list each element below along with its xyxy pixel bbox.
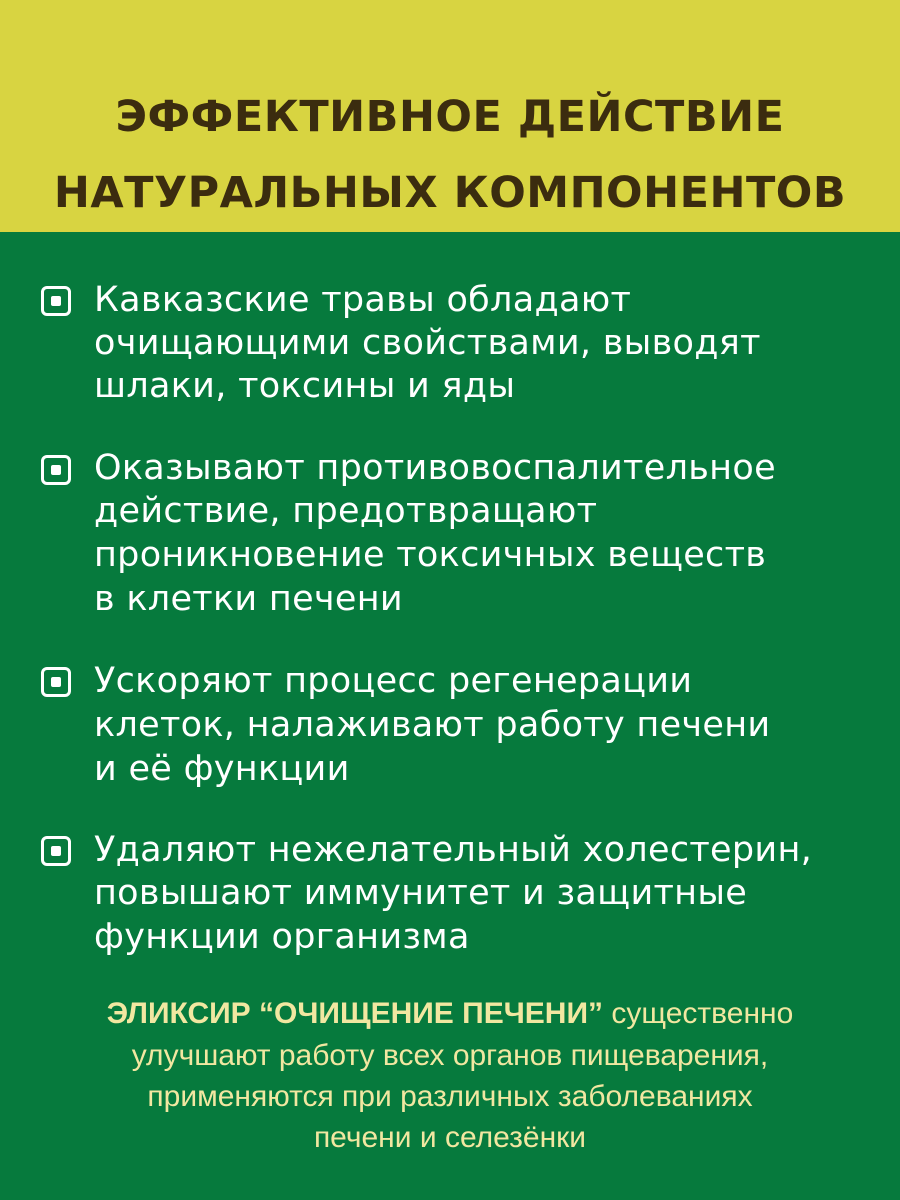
benefit-3-line-2: клеток, налаживают работу печени bbox=[94, 705, 771, 745]
square-dot-bullet-icon bbox=[41, 836, 71, 866]
square-dot-bullet-icon bbox=[41, 455, 71, 485]
benefit-2-line-3: проникновение токсичных веществ bbox=[94, 535, 767, 575]
footer-line-1 bbox=[0, 999, 900, 1029]
benefit-4-line-3: функции организма bbox=[94, 917, 470, 957]
benefit-3-line-1: Ускоряют процесс регенерации bbox=[94, 661, 693, 701]
footer-line-2: улучшают работу всех органов пищеварения, bbox=[131, 1039, 769, 1072]
benefit-3-line-3: и её функции bbox=[94, 749, 350, 789]
square-dot-bullet-icon bbox=[41, 286, 71, 316]
benefit-4-line-2: повышают иммунитет и защитные bbox=[94, 873, 748, 913]
benefit-1-line-3: шлаки, токсины и яды bbox=[94, 366, 516, 406]
footer-line-1-rest: существенно bbox=[603, 997, 794, 1030]
header-banner bbox=[0, 0, 900, 232]
title-line-1: ЭФФЕКТИВНОЕ ДЕЙСТВИЕ bbox=[115, 92, 785, 142]
benefit-2-line-4: в клетки печени bbox=[94, 579, 403, 619]
benefit-1-line-1: Кавказские травы обладают bbox=[94, 280, 632, 320]
square-dot-bullet-icon bbox=[41, 667, 71, 697]
product-name: ЭЛИКСИР “ОЧИЩЕНИЕ ПЕЧЕНИ” bbox=[106, 997, 604, 1030]
benefit-2-line-2: действие, предотвращают bbox=[94, 491, 598, 531]
title-line-2: НАТУРАЛЬНЫХ КОМПОНЕНТОВ bbox=[53, 168, 847, 218]
benefit-1-line-2: очищающими свойствами, выводят bbox=[94, 323, 761, 363]
footer-line-3: применяются при различных заболеваниях bbox=[147, 1080, 753, 1113]
footer-line-4: печени и селезёнки bbox=[313, 1121, 587, 1154]
benefit-4-line-1: Удаляют нежелательный холестерин, bbox=[94, 830, 813, 870]
benefit-2-line-1: Оказывают противовоспалительное bbox=[94, 448, 776, 488]
